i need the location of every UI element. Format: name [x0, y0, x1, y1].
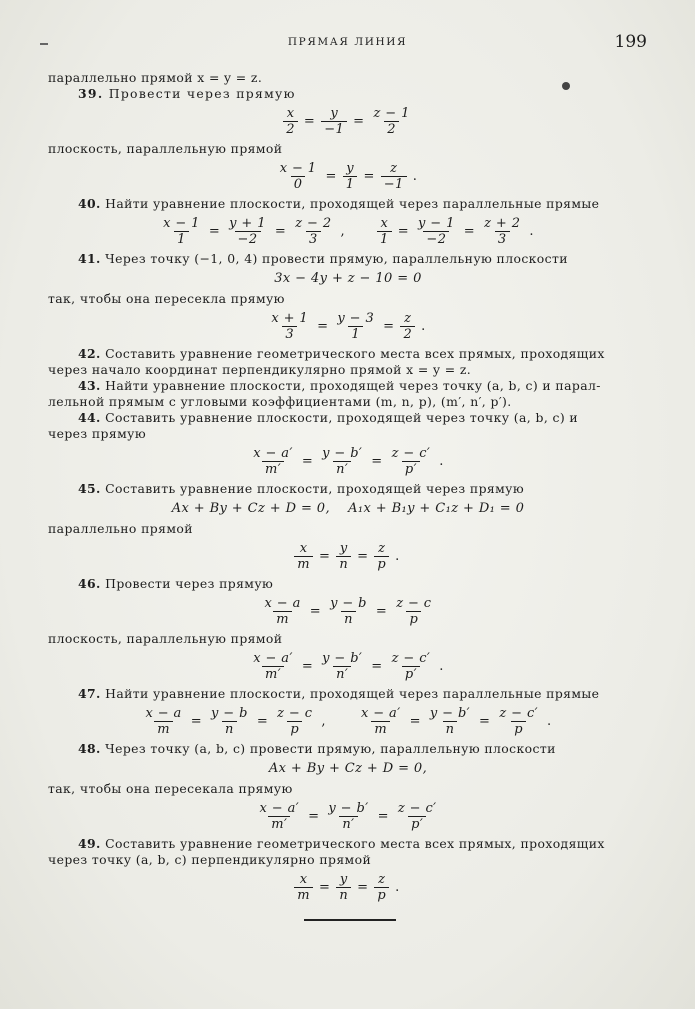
page-number: 199 [614, 32, 647, 52]
fraction: $\frac{x + 1}{3}$ [271, 311, 309, 342]
formula: $\frac{x}{m}$ = $\frac{y}{n}$ = $\frac{z}{p}$ . [48, 872, 648, 903]
problem-number: 49. [78, 836, 101, 851]
formula: $\frac{x - a'}{m'}$ = $\frac{y - b'}{n'}$ = $\frac{z - c'}{p'}$ . [48, 651, 648, 682]
fraction: $\frac{z - c'}{p'}$ [391, 446, 431, 477]
problem-number: 43. [78, 378, 101, 393]
problem-41 [48, 251, 648, 267]
problem-number: 45. [78, 481, 101, 496]
problem-47 [48, 686, 648, 702]
fraction: $\frac{y - b'}{n'}$ [322, 651, 363, 682]
fraction: $\frac{z}{2}$ [400, 311, 415, 342]
problem-46 [48, 576, 648, 592]
problem-number: 46. [78, 576, 101, 591]
text-line: Найти уравнение плоскости, проходящей через точку (a, b, c) и парал- [105, 378, 601, 393]
text-line: так, чтобы она пересекала прямую [48, 781, 293, 796]
fraction: $\frac{y}{n}$ [336, 541, 351, 572]
fraction: $\frac{z - c}{p}$ [396, 596, 432, 627]
problems-text [48, 70, 648, 921]
fraction: $\frac{y}{-1}$ [321, 106, 347, 137]
fraction: $\frac{z - 2}{3}$ [295, 216, 332, 247]
fraction: $\frac{z - c'}{p'}$ [397, 801, 437, 832]
problem-number: 44. [78, 410, 101, 425]
problem-number: 39. [78, 86, 104, 101]
page-header [0, 34, 695, 54]
text-line: так, чтобы она пересекла прямую [48, 291, 285, 306]
formula: $\frac{x - a'}{m'}$ = $\frac{y - b'}{n'}$ = $\frac{z - c'}{p'}$ . [48, 446, 648, 477]
text-line: Найти уравнение плоскости, проходящей через параллельные прямые [105, 196, 600, 211]
fraction: $\frac{y - 1}{-2}$ [418, 216, 455, 247]
text-line: через прямую [48, 426, 147, 441]
end-rule [304, 919, 396, 921]
text-line: Составить уравнение геометрического места всех прямых, проходящих [105, 836, 605, 851]
fraction: $\frac{z - c'}{p}$ [499, 706, 538, 737]
fraction: $\frac{x - a}{m}$ [264, 596, 301, 627]
fraction: $\frac{z}{p}$ [374, 541, 389, 572]
formula: $\frac{x}{2}$ = $\frac{y}{-1}$ = $\frac{z - 1}{2}$ [48, 106, 648, 137]
text-line: Провести через прямую [105, 576, 274, 591]
text-line: Через точку (−1, 0, 4) провести прямую, параллельную плоскости [105, 251, 568, 266]
formula: $\frac{x - a}{m}$ = $\frac{y - b}{n}$ = $\frac{z - c}{p}$ , $\frac{x - a'}{m}$ = $\frac{y - b'}{n}$ = $\frac{z - c'}{p}$ . [48, 706, 648, 737]
text-line: через начало координат перпендикулярно прямой x = y = z. [48, 362, 472, 377]
text-line: плоскость, параллельную прямой [48, 631, 283, 646]
text-line: параллельно прямой x = y = z. [48, 70, 263, 85]
problem-43 [48, 378, 648, 394]
problem-44 [48, 410, 648, 426]
text-line: параллельно прямой [48, 521, 193, 536]
fraction: $\frac{y - b'}{n'}$ [322, 446, 363, 477]
text-line: лельной прямым с угловыми коэффициентами (m, n, p), (m′, n′, p′). [48, 394, 512, 409]
text-line: Найти уравнение плоскости, проходящей через параллельные прямые [105, 686, 600, 701]
fraction: $\frac{x}{2}$ [283, 106, 298, 137]
fraction: $\frac{x - a'}{m'}$ [253, 446, 293, 477]
text-line: Составить уравнение плоскости, проходящей через точку (a, b, c) и [105, 410, 579, 425]
formula: $\frac{x + 1}{3}$ = $\frac{y - 3}{1}$ = $\frac{z}{2}$ . [48, 311, 648, 342]
fraction: $\frac{y - b'}{n}$ [429, 706, 471, 737]
fraction: $\frac{z - c}{p}$ [277, 706, 313, 737]
fraction: $\frac{x - a}{m}$ [145, 706, 182, 737]
fraction: $\frac{x}{m}$ [294, 541, 313, 572]
problem-40 [48, 196, 648, 212]
equation: Ax + By + Cz + D = 0, A₁x + B₁y + C₁z + D₁ = 0 [171, 501, 525, 516]
problem-number: 41. [78, 251, 101, 266]
formula: $\frac{x - 1}{0}$ = $\frac{y}{1}$ = $\frac{z}{-1}$ . [48, 161, 648, 192]
formula: $\frac{x - 1}{1}$ = $\frac{y + 1}{-2}$ = $\frac{z - 2}{3}$ , $\frac{x}{1}$ = $\frac{y - 1}{-2}$ = $\frac{z + 2}{3}$ . [48, 216, 648, 247]
running-title: ПРЯМАЯ ЛИНИЯ [287, 36, 408, 48]
fraction: $\frac{y - 3}{1}$ [337, 311, 375, 342]
problem-number: 48. [78, 741, 101, 756]
text-line: через точку (a, b, c) перпендикулярно прямой [48, 852, 372, 867]
fraction: $\frac{x - a'}{m'}$ [253, 651, 293, 682]
fraction: $\frac{y + 1}{-2}$ [229, 216, 266, 247]
text-line: Провести через прямую [108, 86, 296, 101]
fraction: $\frac{z}{p}$ [374, 872, 389, 903]
problem-number: 42. [78, 346, 101, 361]
fraction: $\frac{y}{1}$ [343, 161, 358, 192]
problem-42 [48, 346, 648, 362]
fraction: $\frac{z}{-1}$ [381, 161, 407, 192]
formula: $\frac{x}{m}$ = $\frac{y}{n}$ = $\frac{z}{p}$ . [48, 541, 648, 572]
text-line: плоскость, параллельную прямой [48, 141, 283, 156]
text-line: Через точку (a, b, c) провести прямую, параллельную плоскости [105, 741, 556, 756]
fraction: $\frac{x - 1}{0}$ [279, 161, 317, 192]
text-line: Составить уравнение геометрического места всех прямых, проходящих [105, 346, 605, 361]
fraction: $\frac{x}{1}$ [377, 216, 392, 247]
fraction: $\frac{y}{n}$ [336, 872, 351, 903]
problem-49 [48, 836, 648, 852]
equation: Ax + By + Cz + D = 0, [268, 761, 428, 776]
fraction: $\frac{x}{m}$ [294, 872, 313, 903]
problem-48 [48, 741, 648, 757]
problem-45 [48, 481, 648, 497]
fraction: $\frac{x - 1}{1}$ [163, 216, 200, 247]
fraction: $\frac{x - a'}{m}$ [360, 706, 401, 737]
fraction: $\frac{x - a'}{m'}$ [259, 801, 300, 832]
fraction: $\frac{z - c'}{p'}$ [391, 651, 431, 682]
equation: 3x − 4y + z − 10 = 0 [274, 271, 422, 286]
fraction: $\frac{z + 2}{3}$ [484, 216, 521, 247]
fraction: $\frac{y - b}{n}$ [211, 706, 248, 737]
text-line: Составить уравнение плоскости, проходящей через прямую [105, 481, 525, 496]
formula: $\frac{x - a}{m}$ = $\frac{y - b}{n}$ = $\frac{z - c}{p}$ [48, 596, 648, 627]
fraction: $\frac{z - 1}{2}$ [373, 106, 410, 137]
problem-39 [48, 86, 648, 102]
fraction: $\frac{y - b}{n}$ [330, 596, 367, 627]
problem-number: 40. [78, 196, 101, 211]
fraction: $\frac{y - b'}{n'}$ [328, 801, 369, 832]
formula: $\frac{x - a'}{m'}$ = $\frac{y - b'}{n'}$ = $\frac{z - c'}{p'}$ [48, 801, 648, 832]
problem-number: 47. [78, 686, 101, 701]
